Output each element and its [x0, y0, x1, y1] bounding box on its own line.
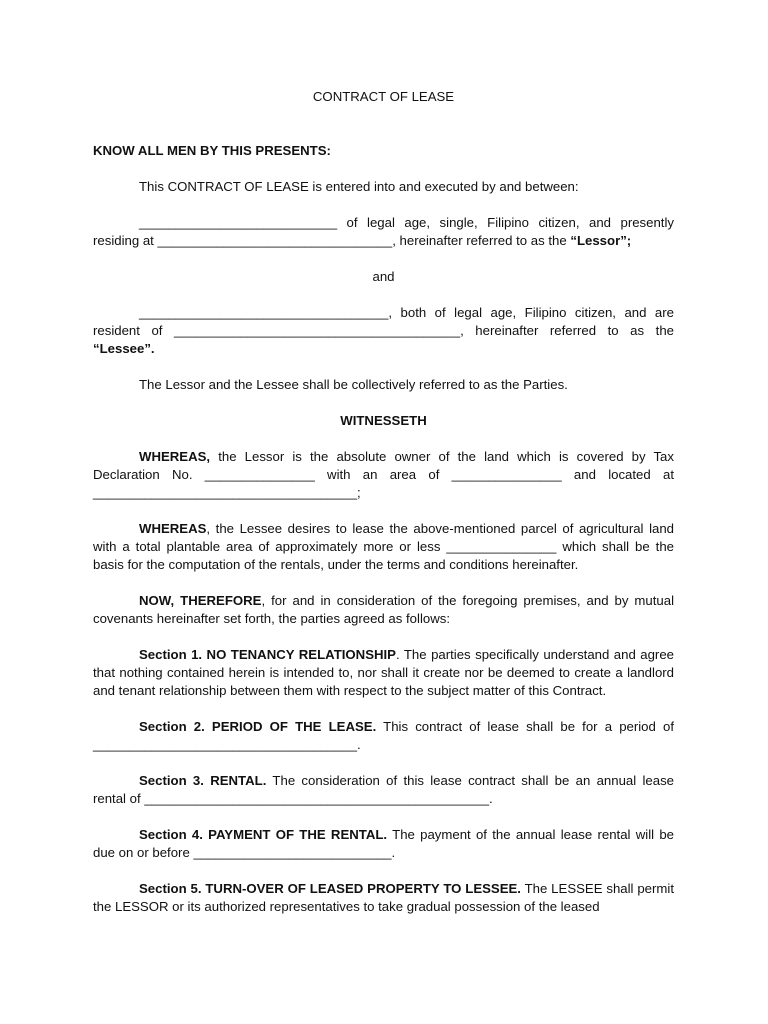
lessee-name-blank[interactable]: __________________________________	[139, 305, 389, 320]
section-3-heading: Section 3. RENTAL.	[139, 773, 267, 788]
lessee-text-2: , hereinafter referred to as the	[460, 323, 674, 338]
section-4-end: .	[391, 845, 396, 860]
lessor-text-1: of legal age, single, Filipino citizen, and presently residing at	[93, 215, 674, 248]
lessor-label: “Lessor”;	[570, 233, 632, 248]
rental-amount-blank[interactable]: _______________________________________________	[144, 791, 490, 806]
now-therefore-text: , for and in consideration of the foregoing premises, and by mutual covenants hereinafter set forth, the parties agreed as follows:	[93, 593, 675, 626]
now-therefore-paragraph	[93, 592, 674, 628]
whereas-lessee-paragraph	[93, 520, 674, 574]
section-1-text: . The parties specifically understand and agree that nothing contained herein is intended to, nor shall it create nor be deemed to create a landlord and tenant relationship between them with respect to the subject matter of this Contract.	[93, 647, 674, 698]
section-2-paragraph	[93, 718, 674, 754]
section-3-text: The consideration of this lease contract shall be an annual lease rental of	[93, 773, 674, 806]
lease-period-blank[interactable]: ____________________________________	[93, 737, 358, 752]
witnesseth-heading: WITNESSETH	[340, 413, 427, 428]
section-1-paragraph	[93, 646, 674, 700]
section-2-heading: Section 2. PERIOD OF THE LEASE.	[139, 719, 377, 734]
lessee-address-blank[interactable]: _______________________________________	[174, 323, 461, 338]
document-title: CONTRACT OF LEASE	[312, 89, 455, 104]
lessee-paragraph	[93, 304, 674, 358]
now-therefore-lead: NOW, THEREFORE	[139, 593, 262, 608]
area-blank[interactable]: _______________	[451, 467, 562, 482]
whereas-1-text-4: ;	[357, 485, 361, 500]
section-2-end: .	[357, 737, 361, 752]
whereas-2-lead: WHEREAS	[139, 521, 207, 536]
section-4-text: The payment of the annual lease rental will be due on or before	[93, 827, 675, 860]
lessee-label: “Lessee”.	[93, 341, 155, 356]
section-5-paragraph	[93, 880, 674, 916]
section-1-heading: Section 1. NO TENANCY RELATIONSHIP	[139, 647, 396, 662]
whereas-2-text-2: which shall be the basis for the computation of the rentals, under the terms and conditions hereinafter.	[93, 539, 674, 572]
whereas-1-lead: WHEREAS,	[139, 449, 211, 464]
lessee-text-1: , both of legal age, Filipino citizen, and are resident of	[93, 305, 674, 338]
section-5-text: The LESSEE shall permit the LESSOR or its authorized representatives to take gradual possession of the leased	[93, 881, 674, 914]
whereas-1-text-1: the Lessor is the absolute owner of the land which is covered by Tax Declaration No.	[93, 449, 674, 482]
lessor-text-2: , hereinafter referred to as the	[392, 233, 571, 248]
parties-paragraph: The Lessor and the Lessee shall be collectively referred to as the Parties.	[139, 377, 568, 392]
and-separator: and	[372, 269, 395, 284]
tax-declaration-blank[interactable]: _______________	[204, 467, 315, 482]
whereas-1-text-2: with an area of	[314, 467, 452, 482]
lessor-name-blank[interactable]: ___________________________	[139, 215, 338, 230]
section-3-end: .	[489, 791, 493, 806]
whereas-owner-paragraph	[93, 448, 674, 502]
plantable-area-blank[interactable]: _______________	[446, 539, 557, 554]
location-blank[interactable]: ____________________________________	[93, 485, 358, 500]
whereas-2-text-1: , the Lessee desires to lease the above-mentioned parcel of agricultural land with a total plantable area of approximately more or less	[93, 521, 674, 554]
due-date-blank[interactable]: ___________________________	[193, 845, 392, 860]
section-4-heading: Section 4. PAYMENT OF THE RENTAL.	[139, 827, 388, 842]
whereas-1-text-3: and located at	[561, 467, 674, 482]
section-3-paragraph	[93, 772, 674, 808]
know-all-men-heading: KNOW ALL MEN BY THIS PRESENTS:	[93, 143, 331, 158]
section-5-heading: Section 5. TURN-OVER OF LEASED PROPERTY TO LESSEE.	[139, 881, 521, 896]
section-4-paragraph	[93, 826, 674, 862]
intro-paragraph: This CONTRACT OF LEASE is entered into and executed by and between:	[139, 179, 579, 194]
lessor-paragraph	[93, 214, 674, 250]
lessor-address-blank[interactable]: ________________________________	[157, 233, 393, 248]
section-2-text: This contract of lease shall be for a period of	[376, 719, 674, 734]
